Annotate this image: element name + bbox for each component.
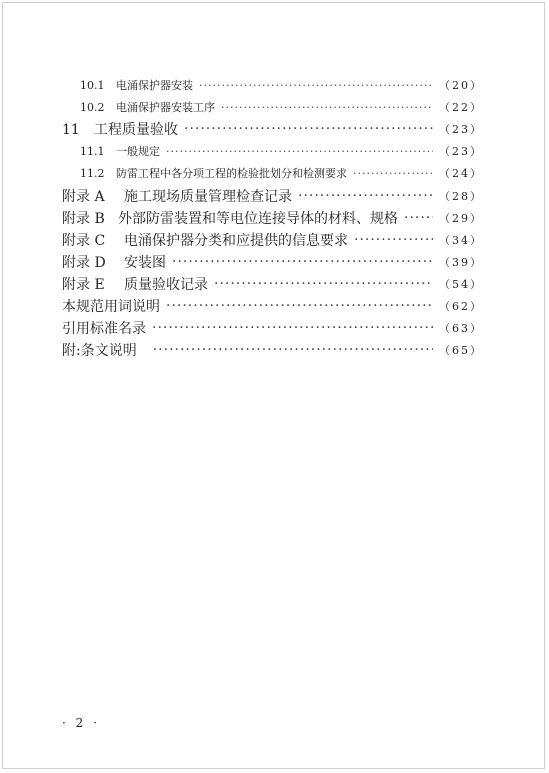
toc-entry-10-1 [0,75,549,95]
toc-leader [214,276,433,292]
toc-number: 11.1 [80,145,105,158]
page-frame [2,2,545,769]
toc-title: 引用标准名录 [62,321,146,337]
toc-number: 10.2 [80,101,105,114]
toc-leader [184,121,433,137]
toc-number: 11.2 [80,167,105,180]
toc-entry-11-2 [0,163,549,183]
toc-entry-appendix-e [0,274,549,294]
toc-leader [199,79,433,92]
toc-number: 附录 D [62,255,106,271]
toc-entry-references [0,318,549,338]
toc-entry-terms [0,296,549,316]
page-number: · 2 · [62,716,100,730]
toc-entry-explanation [0,340,549,360]
toc-page: （65） [439,344,483,357]
toc-page: （29） [439,212,483,225]
toc-title: 安装图 [124,255,166,271]
toc-number: 附录 C [62,233,106,249]
toc-leader [221,101,433,114]
toc-title: 防雷工程中各分项工程的检验批划分和检测要求 [116,167,347,180]
toc-leader [353,167,433,180]
toc-title: 工程质量验收 [94,122,178,138]
toc-number: 11 [62,122,80,138]
toc-leader [298,188,433,204]
toc-number: 10.1 [80,79,105,92]
toc-leader [153,342,433,358]
toc-leader [404,210,433,226]
toc-title: 外部防雷装置和等电位连接导体的材料、规格 [118,211,398,227]
toc-title: 附:条文说明 [62,343,137,359]
toc-entry-11-1 [0,141,549,161]
toc-title: 质量验收记录 [124,277,208,293]
toc-leader [166,145,433,158]
toc-page: （20） [439,79,483,92]
toc-title: 本规范用词说明 [62,299,160,315]
toc-page: （23） [439,145,483,158]
toc-title: 电涌保护器分类和应提供的信息要求 [124,233,348,249]
toc-leader [172,254,433,270]
toc-title: 电涌保护器安装 [116,79,193,92]
toc-number: 附录 E [62,277,105,293]
toc-entry-10-2 [0,97,549,117]
toc-page: （62） [439,300,483,313]
toc-page: （28） [439,190,483,203]
toc-page: （54） [439,278,483,291]
toc-leader [354,232,433,248]
toc-entry-appendix-c [0,230,549,250]
toc-page: （22） [439,101,483,114]
toc-entry-appendix-b [0,208,549,228]
toc-page: （63） [439,322,483,335]
toc-entry-appendix-d [0,252,549,272]
toc-page: （23） [439,123,483,136]
toc-page: （34） [439,234,483,247]
toc-leader [152,320,433,336]
toc-page: （24） [439,167,483,180]
toc-leader [166,298,433,314]
toc-page: （39） [439,256,483,269]
toc-number: 附录 A [62,189,105,205]
toc-title: 电涌保护器安装工序 [116,101,215,114]
toc-number: 附录 B [62,211,105,227]
toc-entry-11 [0,119,549,139]
toc-title: 一般规定 [116,145,160,158]
toc-title: 施工现场质量管理检查记录 [124,189,292,205]
toc-entry-appendix-a [0,186,549,206]
